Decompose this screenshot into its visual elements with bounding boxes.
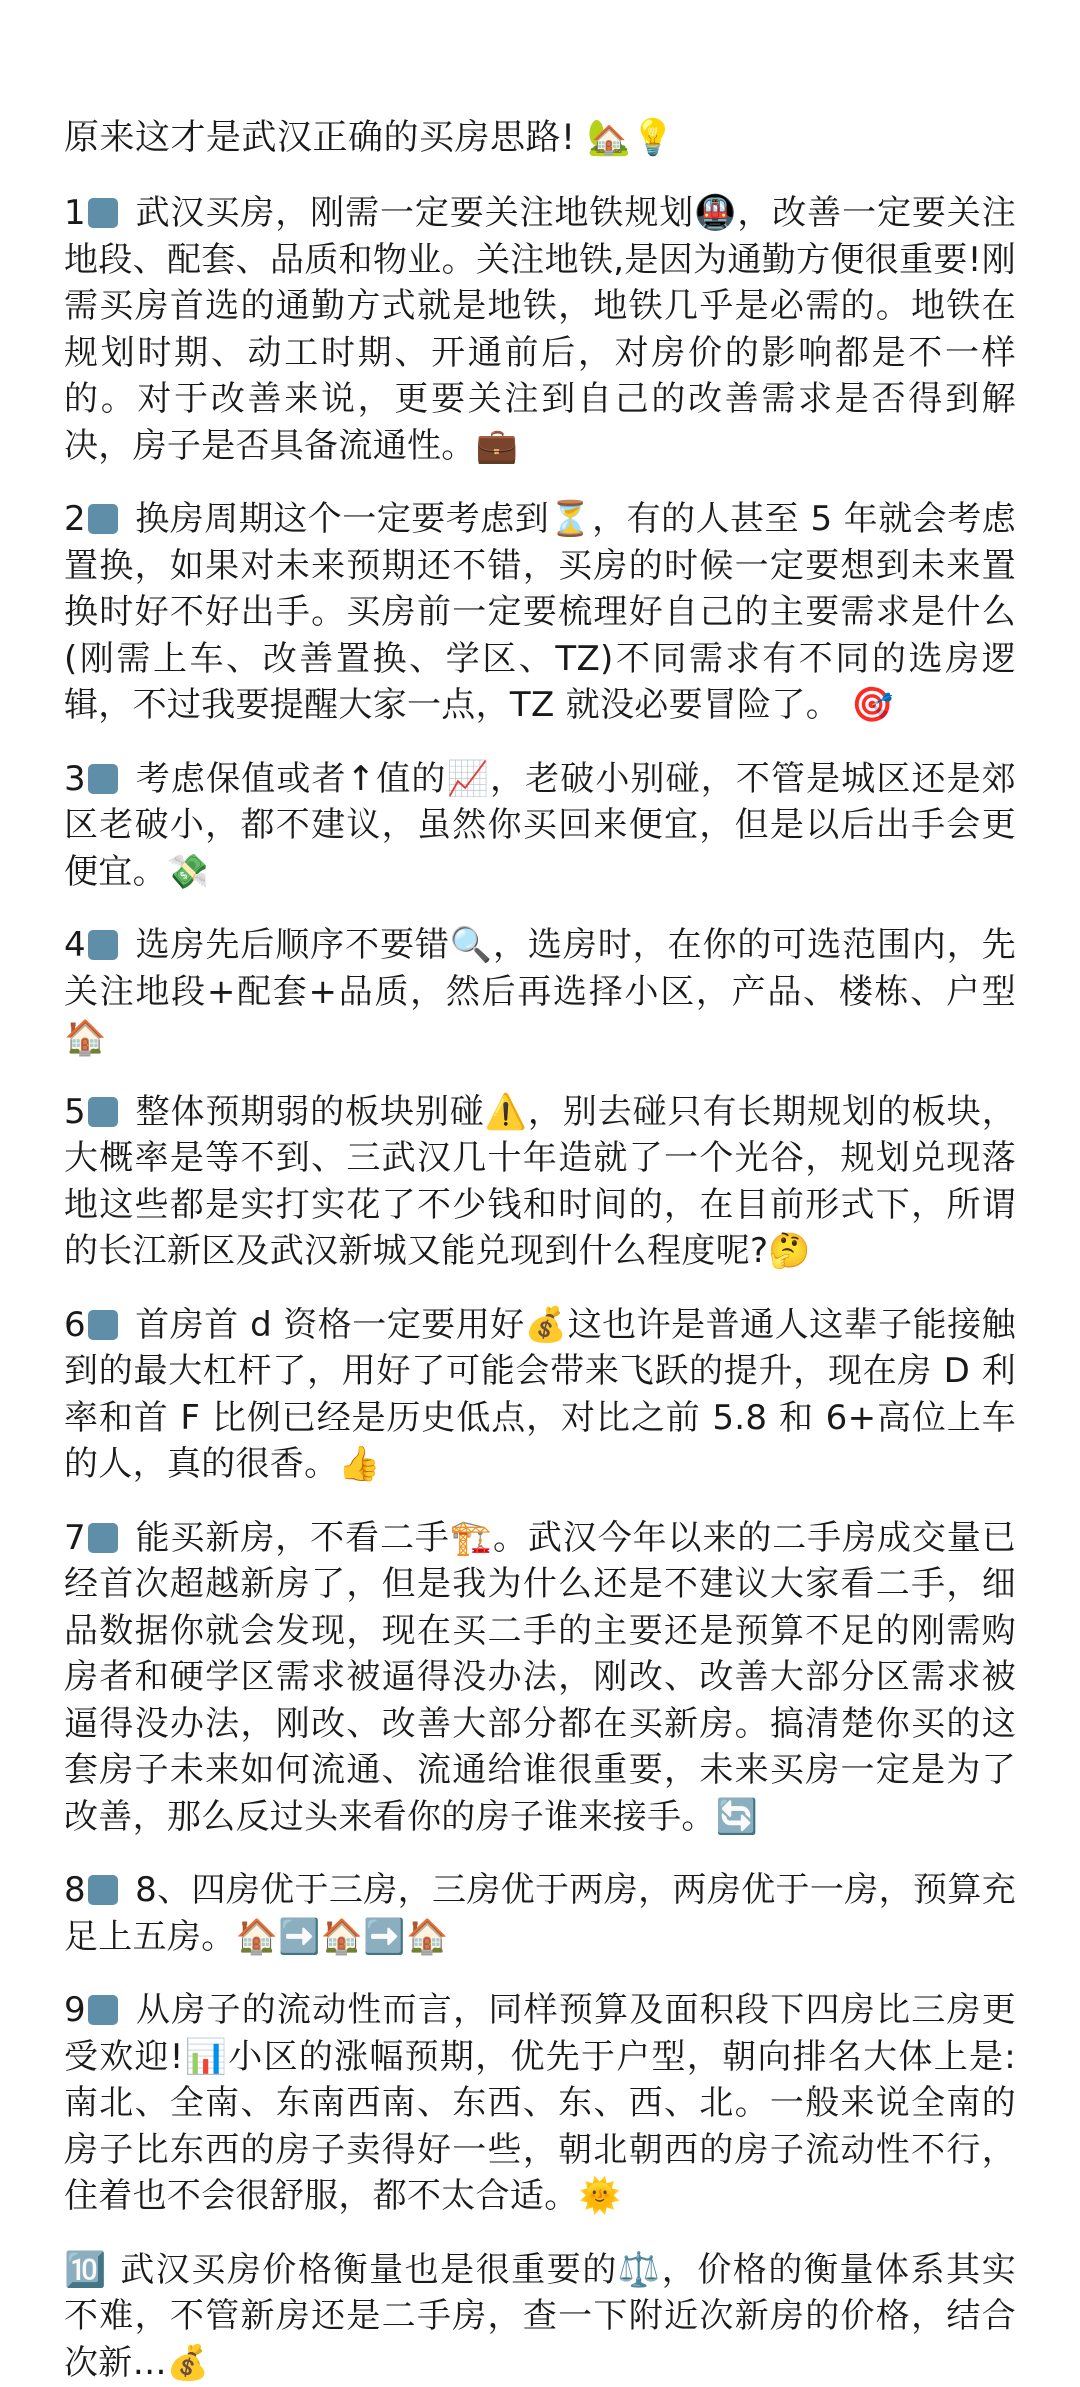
point-number: 8 (64, 1870, 86, 1910)
point-text: 整体预期弱的板块别碰⚠️，别去碰只有长期规划的板块，大概率是等不到、三武汉几十年造就了一个光谷，规划兑现落地这些都是实打实花了不少钱和时间的，在目前形式下，所谓的长江新区及武汉新城又能兑现到什么程度呢?🤔 (64, 1091, 1016, 1271)
point-text: 8、四房优于三房，三房优于两房，两房优于一房，预算充足上五房。🏠➡️🏠➡️🏠 (64, 1870, 1016, 1957)
keycap-icon (88, 930, 118, 960)
keycap-icon (88, 1523, 118, 1553)
keycap-icon (88, 198, 118, 228)
point-5 (64, 1089, 1016, 1275)
point-6 (64, 1302, 1016, 1488)
note-title: 原来这才是武汉正确的买房思路! 🏡💡 (64, 118, 676, 158)
keycap-icon (88, 1995, 118, 2025)
keycap-icon (88, 1875, 118, 1905)
point-number: 1 (64, 193, 86, 233)
point-text: 换房周期这个一定要考虑到⏳，有的人甚至 5 年就会考虑置换，如果对未来预期还不错，买房的时候一定要想到未来置换时好不好出手。买房前一定要梳理好自己的主要需求是什么(刚需上车、改善置换、学区、TZ)不同需求有不同的选房逻辑，不过我要提醒大家一点，TZ 就没必要冒险了。 🎯 (64, 499, 1016, 725)
point-10 (64, 2247, 1016, 2387)
point-text: 武汉买房价格衡量也是很重要的⚖️，价格的衡量体系其实不难，不管新房还是二手房，查一下附近次新房的价格，结合次新…💰 (64, 2249, 1016, 2383)
point-text: 选房先后顺序不要错🔍，选房时，在你的可选范围内，先关注地段+配套+品质，然后再选择小区，产品、楼栋、户型🏠 (64, 925, 1016, 1058)
point-text: 武汉买房，刚需一定要关注地铁规划🚇，改善一定要关注地段、配套、品质和物业。关注地铁,是因为通勤方便很重要!刚需买房首选的通勤方式就是地铁，地铁几乎是必需的。地铁在规划时期、动工时期、开通前后，对房价的影响都是不一样的。对于改善来说，更要关注到自己的改善需求是否得到解决，房子是否具备流通性。💼 (64, 193, 1016, 466)
keycap-icon (88, 1097, 118, 1127)
point-number: 7 (64, 1517, 86, 1558)
point-8 (64, 1867, 1016, 1960)
point-number: 9 (64, 1990, 86, 2030)
keycap-ten-icon: 🔟 (64, 2249, 108, 2290)
point-1 (64, 190, 1016, 469)
point-text: 能买新房，不看二手🏗️。武汉今年以来的二手房成交量已经首次超越新房了，但是我为什么还是不建议大家看二手，细品数据你就会发现，现在买二手的主要还是预算不足的刚需购房者和硬学区需求被逼得没办法，刚改、改善大部分区需求被逼得没办法，刚改、改善大部分都在买新房。搞清楚你买的这套房子未来如何流通、流通给谁很重要，未来买房一定是为了改善，那么反过头来看你的房子谁来接手。🔄 (64, 1517, 1016, 1837)
point-number: 5 (64, 1091, 86, 1132)
point-number: 6 (64, 1304, 86, 1345)
keycap-icon (88, 1310, 118, 1340)
point-number: 4 (64, 925, 86, 965)
point-4 (64, 922, 1016, 1062)
point-3 (64, 756, 1016, 896)
keycap-icon (88, 764, 118, 794)
point-7 (64, 1515, 1016, 1841)
point-9 (64, 1987, 1016, 2220)
point-2 (64, 496, 1016, 729)
keycap-icon (88, 504, 118, 534)
point-text: 从房子的流动性而言，同样预算及面积段下四房比三房更受欢迎!📊小区的涨幅预期，优先于户型，朝向排名大体上是:南北、全南、东南西南、东西、东、西、北。一般来说全南的房子比东西的房子卖得好一些，朝北朝西的房子流动性不行，住着也不会很舒服，都不太合适。🌞 (64, 1990, 1016, 2216)
point-number: 3 (64, 758, 86, 799)
point-text: 首房首 d 资格一定要用好💰这也许是普通人这辈子能接触到的最大杠杆了，用好了可能会带来飞跃的提升，现在房 D 利率和首 F 比例已经是历史低点，对比之前 5.8 和 6+高位上车的人，真的很香。👍 (64, 1304, 1016, 1484)
point-text: 考虑保值或者↑值的📈，老破小别碰，不管是城区还是郊区老破小，都不建议，虽然你买回来便宜，但是以后出手会更便宜。💸 (64, 758, 1016, 892)
point-number: 2 (64, 499, 86, 539)
